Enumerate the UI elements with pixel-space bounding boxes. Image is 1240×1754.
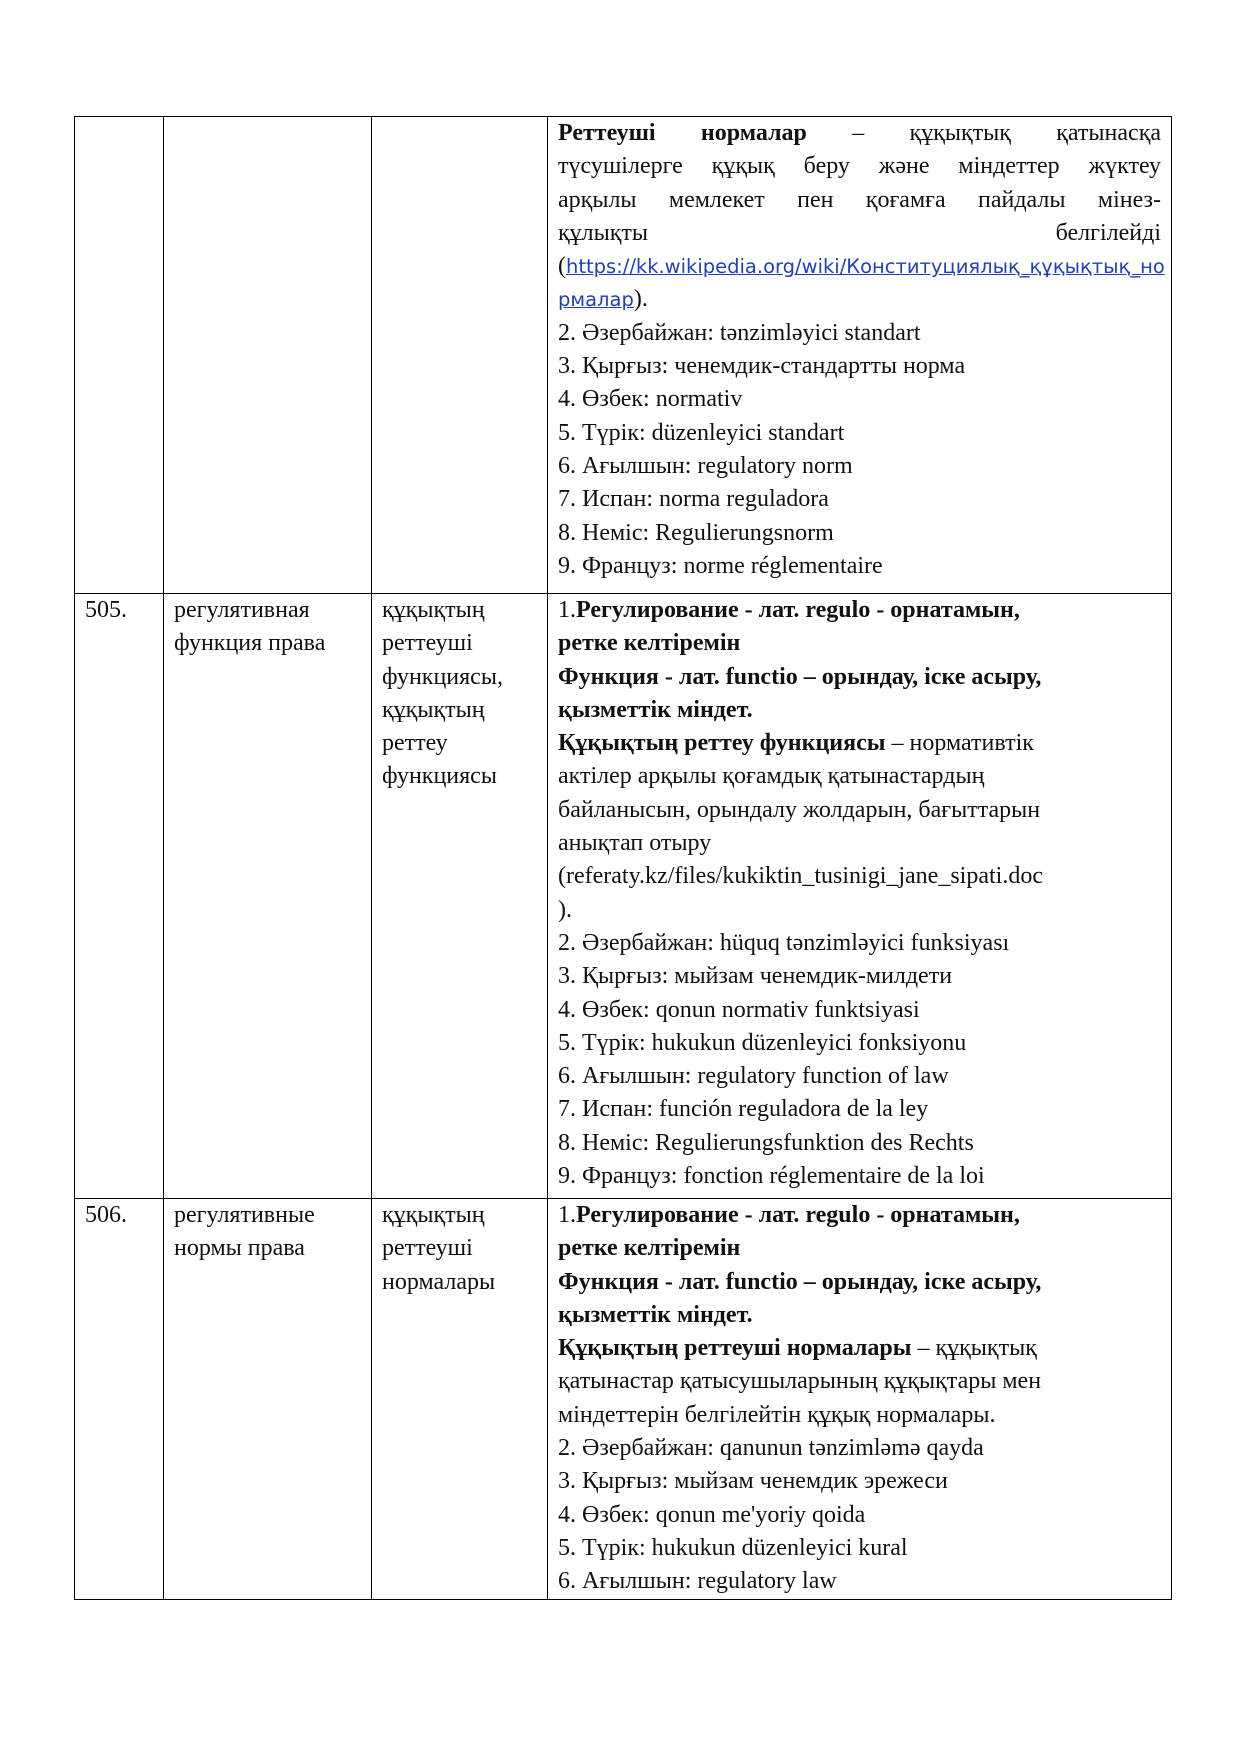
etymology-line: ретке келтіремін xyxy=(558,630,741,657)
translation-line: 4. Өзбек: qonun me'yoriy qoida xyxy=(558,1501,866,1528)
translation-line: 6. Ағылшын: regulatory function of law xyxy=(558,1063,949,1090)
etymology-line: Функция - лат. functio – орындау, іске асыру, xyxy=(558,1268,1042,1295)
translation-line: 3. Қырғыз: мыйзам ченемдик эрежеси xyxy=(558,1468,948,1495)
definition-line: арқылы мемлекет пен қоғамға пайдалы мінез- xyxy=(558,186,1161,213)
etymology-line: Функция - лат. functio – орындау, іске асыру, xyxy=(558,663,1042,690)
translation-line: 7. Испан: función reguladora de la ley xyxy=(558,1096,929,1123)
definition-line: қатынастар қатысушыларының құқықтары мен xyxy=(558,1368,1042,1395)
translation-line: 8. Неміс: Regulierungsfunktion des Rechts xyxy=(558,1129,974,1156)
entry-number xyxy=(75,117,164,594)
definition-line: байланысын, орындалу жолдарын, бағыттарын xyxy=(558,796,1041,823)
definition-line: анықтап отыру xyxy=(558,830,712,857)
translation-line: 6. Ағылшын: regulatory norm xyxy=(558,452,853,479)
translation-line: 3. Қырғыз: мыйзам ченемдик-милдети xyxy=(558,963,953,990)
etymology-line: 1.Регулирование - лат. regulo - орнатамын, xyxy=(558,597,1020,623)
translation-line: 7. Испан: norma reguladora xyxy=(558,486,829,513)
source-link[interactable]: https://kk.wikipedia.org/wiki/Конституциялық_құқықтық_но xyxy=(566,255,1165,279)
source-link[interactable]: рмалар xyxy=(558,288,634,312)
kazakh-term xyxy=(372,117,548,594)
translation-line: 5. Түрік: hukukun düzenleyici fonksiyonu xyxy=(558,1029,967,1056)
translation-line: 8. Неміс: Regulierungsnorm xyxy=(558,519,834,546)
definition-cell xyxy=(548,117,1172,594)
table-row xyxy=(75,1199,1172,1600)
definition-line: түсушілерге құқық беру және міндеттер жүктеу xyxy=(558,153,1161,180)
definition-heading: Құқықтың реттеу функциясы – нормативтік xyxy=(558,730,1034,757)
definition-line: актілер арқылы қоғамдық қатынастардың xyxy=(558,763,985,790)
russian-term: регулятивная функция права xyxy=(164,594,372,1199)
definition-heading: Реттеуші нормалар – құқықтық қатынасқа xyxy=(558,120,1161,146)
definition-heading: Құқықтың реттеуші нормалары – құқықтық xyxy=(558,1335,1037,1362)
definition-line: құлықты белгілейді xyxy=(558,219,1161,246)
translation-line: 2. Әзербайжан: hüquq tənzimləyici funksiyası xyxy=(558,929,1010,956)
etymology-line: қызметтік міндет. xyxy=(558,1301,753,1328)
translation-line: 5. Түрік: hukukun düzenleyici kural xyxy=(558,1534,908,1561)
etymology-line: қызметтік міндет. xyxy=(558,696,753,723)
definition-cell xyxy=(548,1199,1172,1600)
glossary-table xyxy=(74,116,1172,1600)
table-row xyxy=(75,594,1172,1199)
translation-line: 5. Түрік: düzenleyici standart xyxy=(558,419,845,446)
etymology-line: 1.Регулирование - лат. regulo - орнатамын, xyxy=(558,1202,1020,1228)
translation-line: 2. Әзербайжан: tənzimləyici standart xyxy=(558,319,921,346)
russian-term xyxy=(164,117,372,594)
translation-line: 3. Қырғыз: ченемдик-стандартты норма xyxy=(558,353,966,380)
translation-line: 6. Ағылшын: regulatory law xyxy=(558,1568,837,1595)
russian-term: регулятивные нормы права xyxy=(164,1199,372,1600)
kazakh-term: құқықтың реттеуші нормалары xyxy=(372,1199,548,1600)
translation-line: 9. Француз: norme réglementaire xyxy=(558,552,883,579)
source-link-line: (https://kk.wikipedia.org/wiki/Конституциялық_құқықтық_но xyxy=(558,253,1165,280)
definition-line: міндеттерін белгілейтін құқық нормалары. xyxy=(558,1401,996,1428)
entry-number: 505. xyxy=(75,594,164,1199)
kazakh-term: құқықтың реттеуші функциясы, құқықтың реттеу функциясы xyxy=(372,594,548,1199)
translation-line: 2. Әзербайжан: qanunun tənzimləmə qayda xyxy=(558,1435,984,1462)
etymology-line: ретке келтіремін xyxy=(558,1235,741,1262)
translation-line: 4. Өзбек: normativ xyxy=(558,386,743,413)
translation-line: 4. Өзбек: qonun normativ funktsiyasi xyxy=(558,996,920,1023)
source-line: (referaty.kz/files/kukiktin_tusinigi_jane_sipati.doc xyxy=(558,863,1043,890)
source-line: ). xyxy=(558,896,572,923)
translation-line: 9. Француз: fonction réglementaire de la loi xyxy=(558,1163,985,1190)
definition-cell xyxy=(548,594,1172,1199)
source-link-line: рмалар). xyxy=(558,286,648,313)
table-row xyxy=(75,117,1172,594)
entry-number: 506. xyxy=(75,1199,164,1600)
